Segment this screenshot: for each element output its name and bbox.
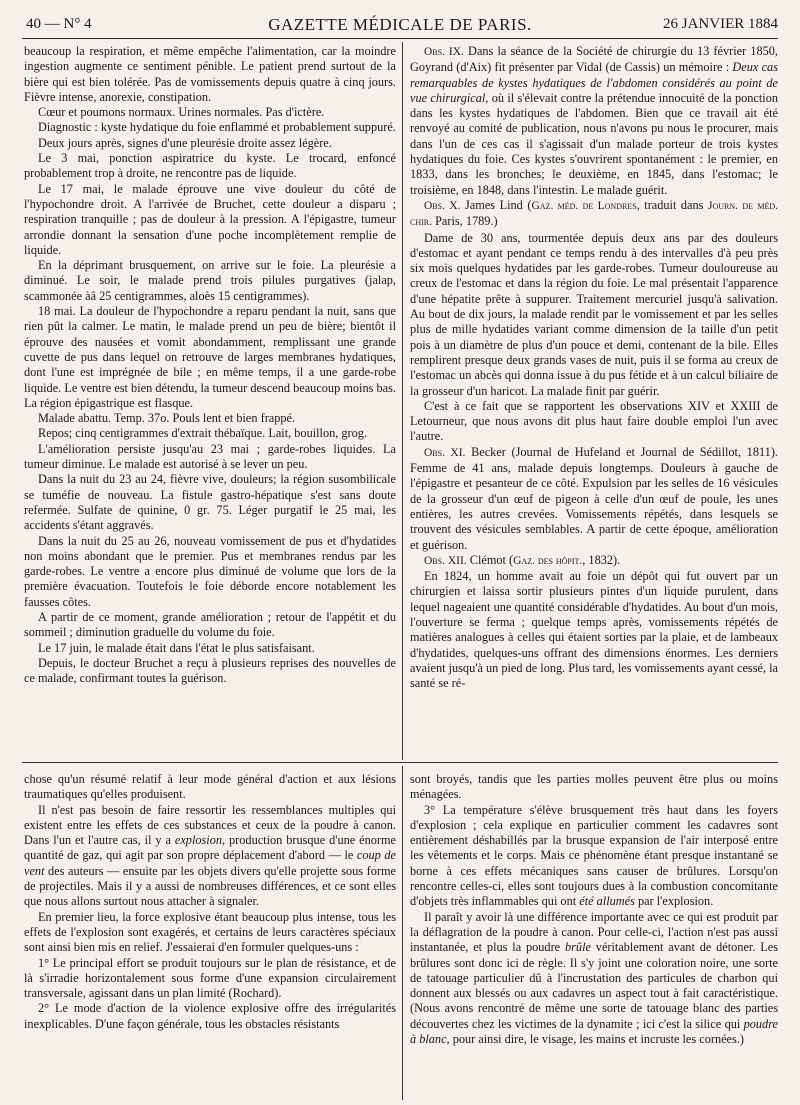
- obs-text: Dans la séance de la Société de chirurgie du 13 février 1850, Goyrand (d'Aix) fit présenter par Vidal (de Cassis) un mémoire :: [410, 44, 778, 75]
- emphasis: poudre à blanc: [410, 1016, 778, 1047]
- observation-11: [410, 445, 778, 553]
- paragraph: Depuis, le docteur Bruchet a reçu à plusieurs reprises des nouvelles de ce malade, confirmant toutes la guérison.: [24, 655, 396, 686]
- obs-label: Obs. X.: [424, 199, 461, 212]
- bottom-right-column: [410, 772, 778, 1098]
- paragraph: beaucoup la respiration, et même empêche l'alimentation, car la moindre ingestion augmente ce sentiment pénible. Le patient prend surtout de la bière qui est bien tolérée. Pas de vomissements depuis quatre à cinq jours. Fièvre intense, anorexie, constipation.: [24, 44, 396, 104]
- paragraph: Dans la nuit du 23 au 24, fièvre vive, douleurs; la région susombilicale se tuméfie de nouveau. La fistule gastro-hépatique s'est sans doute refermée. Sulfate de quinine, 0 gr. 75. Léger purgatif le 25 mai, les accidents s'étant aggravés.: [24, 472, 396, 533]
- observation-10: [410, 198, 778, 231]
- observation-9: [410, 44, 778, 198]
- text-run: , pour ainsi dire, le visage, les mains et incruste les cornées.): [446, 1032, 744, 1047]
- obs-label: Obs. IX.: [424, 46, 464, 58]
- source: Journ. de méd. chir.: [410, 199, 778, 229]
- paragraph: [410, 803, 778, 910]
- observation-12: [410, 553, 778, 569]
- obs-text: , traduit dans: [636, 197, 708, 212]
- obs-text: Paris, 1789.): [432, 214, 498, 229]
- paragraph: Repos; cinq centigrammes d'extrait thébaïque. Lait, bouillon, grog.: [38, 426, 368, 441]
- top-right-column: [410, 44, 778, 756]
- obs-text: Clémot (: [466, 552, 514, 567]
- paragraph: Le 17 juin, le malade était dans l'état le plus satisfaisant.: [38, 640, 315, 655]
- text-run: , production brusque d'une énorme quantité de gaz, qui agit par son propre déplacement d'abord — le: [24, 833, 396, 863]
- column-divider-top: [402, 42, 403, 760]
- top-left-column: [24, 44, 396, 756]
- paragraph: Le 17 mai, le malade éprouve une vive douleur du côté de l'hypochondre droit. A l'arrivée de Bruchet, cette douleur a disparu ; respiration tranquille ; pas de douleur à la pression. A l'épigastre, tumeur arrondie donnant la sensation d'une poche incomplètement remplie de liquide.: [24, 181, 396, 257]
- obs-text: James Lind (: [460, 197, 532, 212]
- text-run: Il n'est pas besoin de faire ressortir les ressemblances multiples qui existent entre les effets de ces substances et ceux de la poudre à canon. Dans l'un et l'autre cas, il y a: [24, 802, 396, 848]
- text-run: par l'explosion.: [634, 894, 714, 909]
- paragraph: sont broyés, tandis que les parties molles peuvent être plus ou moins ménagées.: [410, 772, 778, 802]
- text-run: Il paraît y avoir là une différence importante avec ce qui est produit par la déflagration de la poudre à canon. Pour celle-ci, l'action n'est pas aussi instantanée, et plus la poudre: [410, 909, 778, 955]
- obs-text: où il s'élevait contre la prétendue innocuité de la ponction dans les kystes hydatiques de l'abdomen. Bien que ce travail ait été renvoyé au comité de publication, nous n'avons pu nous le procurer, mais dans l'un de ces cas il s'agissait d'un malade porteur de trois kystes hydatiques du foie. Ces kystes s'ouvrirent spontanément : le premier, en 1833, dans les bronches; le deuxième, en 1845, dans l'estomac; le troisième, en 1848, dans l'intestin. Le malade guérit.: [410, 90, 778, 197]
- paragraph: Cœur et poumons normaux. Urines normales. Pas d'ictère.: [38, 105, 325, 120]
- paragraph: Diagnostic : kyste hydatique du foie enflammé et probablement suppuré.: [38, 120, 396, 135]
- paragraph: Malade abattu. Temp. 37o. Pouls lent et bien frappé.: [38, 411, 296, 426]
- source: Gaz. méd. de Londres: [531, 199, 637, 212]
- text-run: véritablement avant de détoner. Les brûlures sont donc ici de règle. Il s'y joint une coloration noire, une sorte de tatouage particulier dû à l'incrustation des particules de charbon qui donnent aux blessés ou aux cadavres un aspect tout à fait caractéristique. (Nous avons rencontré de même une sorte de tatouage blanc des parties découvertes chez les victimes de la dynamite ; ici c'est la silice qui: [410, 940, 778, 1031]
- paragraph: A partir de ce moment, grande amélioration ; retour de l'appétit et du sommeil ; diminution graduelle du volume du foie.: [24, 609, 396, 640]
- text-run: 3° La température s'élève brusquement très haut dans les foyers d'explosion ; cela explique en particulier comment les cadavres sont entièrement déshabillés par la brusque expansion de l'air interposé entre les vêtements et le corps. Mais ce phénomène étant presque instantané se borne à ces effets mécaniques sans causer de brûlures. Lorsqu'on rencontre celles-ci, elles sont toujours dues à la combustion concomitante d'objets très inflammables qui ont: [410, 802, 778, 909]
- paragraph: Le 3 mai, ponction aspiratrice du kyste. Le trocard, enfoncé probablement trop à droite, ne rencontre pas de liquide.: [24, 151, 396, 181]
- paragraph: En la déprimant brusquement, on arrive sur le foie. La pleurésie a diminué. Le soir, le malade prend trois pilules purgatives (jalap, scammonée àâ 25 centigrammes, aloès 15 centigrammes).: [24, 258, 396, 303]
- column-divider-bottom: [402, 766, 403, 1100]
- paragraph: Deux jours après, signes d'une pleurésie droite assez légère.: [38, 135, 332, 150]
- page-header: [22, 12, 778, 39]
- paragraph: L'amélioration persiste jusqu'au 23 mai ; garde-robes liquides. La tumeur diminue. Le malade est autorisé à se lever un peu.: [24, 441, 396, 472]
- paragraph: 18 mai. La douleur de l'hypochondre a reparu pendant la nuit, sans que rien pût la calmer. Le matin, le malade prend un peu de bière; bientôt il éprouve des nausées et vomit abondamment, remplissant une grande cuvette de pus dans lequel on retrouve de larges membranes hydatiques, dont l'une est imprégnée de bile ; en même temps, il a une garde-robe liquide. Le ventre est bien détendu, la tumeur descend beaucoup moins bas. La région épigastrique est flasque.: [24, 304, 396, 410]
- emphasis: brûle: [564, 940, 591, 955]
- paragraph: C'est à ce fait que se rapportent les observations XIV et XXIII de Letourneur, que nous avons dit plus haut faire double emploi l'un avec l'autre.: [410, 398, 778, 444]
- emphasis: été allumés: [579, 894, 635, 909]
- journal-title: GAZETTE MÉDICALE DE PARIS.: [268, 15, 532, 34]
- obs-text: Becker (Journal de Hufeland et Journal de Sédillot, 1811). Femme de 41 ans, malade depuis longtemps. Douleurs à gauche de l'épigastre et pesanteur de ce côté. Expulsion par les selles de 16 vésicules de la grosseur d'un œuf de pigeon à celle d'un œuf de poule, les unes entières, les autres crevées. Vomissements répétés, dans lesquels se trouvent des vésicules semblables. A partir de cette époque, amélioration et guérison.: [410, 444, 778, 552]
- paragraph: Dans la nuit du 25 au 26, nouveau vomissement de pus et d'hydatides non moins abondant que le premier. Pus et membranes rendus par les garde-robes. Le ventre a encore plus diminué de volume que lors de la première évacuation. Toutefois le foie déborde encore notablement les fausses côtes.: [24, 533, 396, 609]
- paragraph: [24, 803, 396, 910]
- obs-label: Obs. XI.: [424, 446, 466, 459]
- source: Gaz. des hôpit.: [513, 554, 583, 567]
- paragraph: En 1824, un homme avait au foie un dépôt qui fut ouvert par un chirurgien et laissa sortir plusieurs pintes d'un liquide purulent, dans lequel nageaient une quantité considérable d'hydatides. Au bout d'un mois, l'ouverture se ferma ; quelque temps après, vomissements répétés de matières analogues à celles qui étaient sorties par la plaie, et de lambeaux d'hydatides, quelques-uns offrant des dimensions énormes. Les derniers avaient jusqu'à un pied de long. Plus tard, les vomissements ayant cessé, la santé se ré-: [410, 569, 778, 691]
- issue-date: 26 JANVIER 1884: [663, 16, 778, 32]
- memoir-title: Deux cas remarquables de kystes hydatiques de l'abdomen considérés au point de vue chirurgical,: [410, 60, 778, 105]
- obs-label: Obs. XII.: [424, 554, 467, 567]
- emphasis: coup de vent: [24, 848, 396, 878]
- paragraph: chose qu'un résumé relatif à leur mode général d'action et aux lésions traumatiques qu'elles produisent.: [24, 772, 396, 802]
- paragraph: [410, 910, 778, 1048]
- bottom-left-column: [24, 772, 396, 1098]
- paragraph: En premier lieu, la force explosive étant beaucoup plus intense, tous les effets de l'explosion sont exagérés, et certains de leurs caractères spéciaux sont ainsi bien mis en relief. J'essaierai d'en formuler quelques-uns :: [24, 909, 396, 955]
- paragraph: 2° Le mode d'action de la violence explosive offre des irrégularités inexplicables. D'une façon générale, tous les obstacles résistants: [24, 1001, 396, 1031]
- emphasis: explosion: [174, 833, 223, 848]
- paragraph: Dame de 30 ans, tourmentée depuis deux ans par des douleurs d'estomac et ayant pendant ce temps rendu à des intervalles d'à peu près six mois quelques hydatides par les garde-robes. Tumeur douloureuse au creux de l'estomac et dans la région du foie. Le mal présentait l'apparence d'une hépatite prête à suppurer. Traitement mercuriel jusqu'à salivation. Au bout de dix jours, la malade rendit par le vomissement et par les selles plus de mille hydatides variant comme dimension de la taille d'un petit pois à un diamètre de plus d'un pouce et demi, contenant de la bile. Elles remplirent presque deux grands vases de nuit, puis il se forma au creux de l'estomac un abcès qui donna issue à du pus fétide et à un calcul biliaire de la grosseur d'un haricot. La malade finit par guérir.: [410, 230, 778, 398]
- obs-text: , 1832).: [582, 552, 621, 567]
- section-separator: [22, 762, 778, 763]
- text-run: des auteurs — ensuite par les objets divers qu'elle projette sous forme de projectiles. Mais il y a aussi de nombreuses différences, et ce sont elles que nous allons surtout nous attacher à signaler.: [24, 863, 396, 909]
- paragraph: 1° Le principal effort se produit toujours sur le plan de résistance, et de là s'irradie horizontalement sous forme d'une expansion circulairement transversale, agissant dans un plan limité (Rochard).: [24, 955, 396, 1001]
- page-number: 40 — N° 4: [26, 16, 92, 32]
